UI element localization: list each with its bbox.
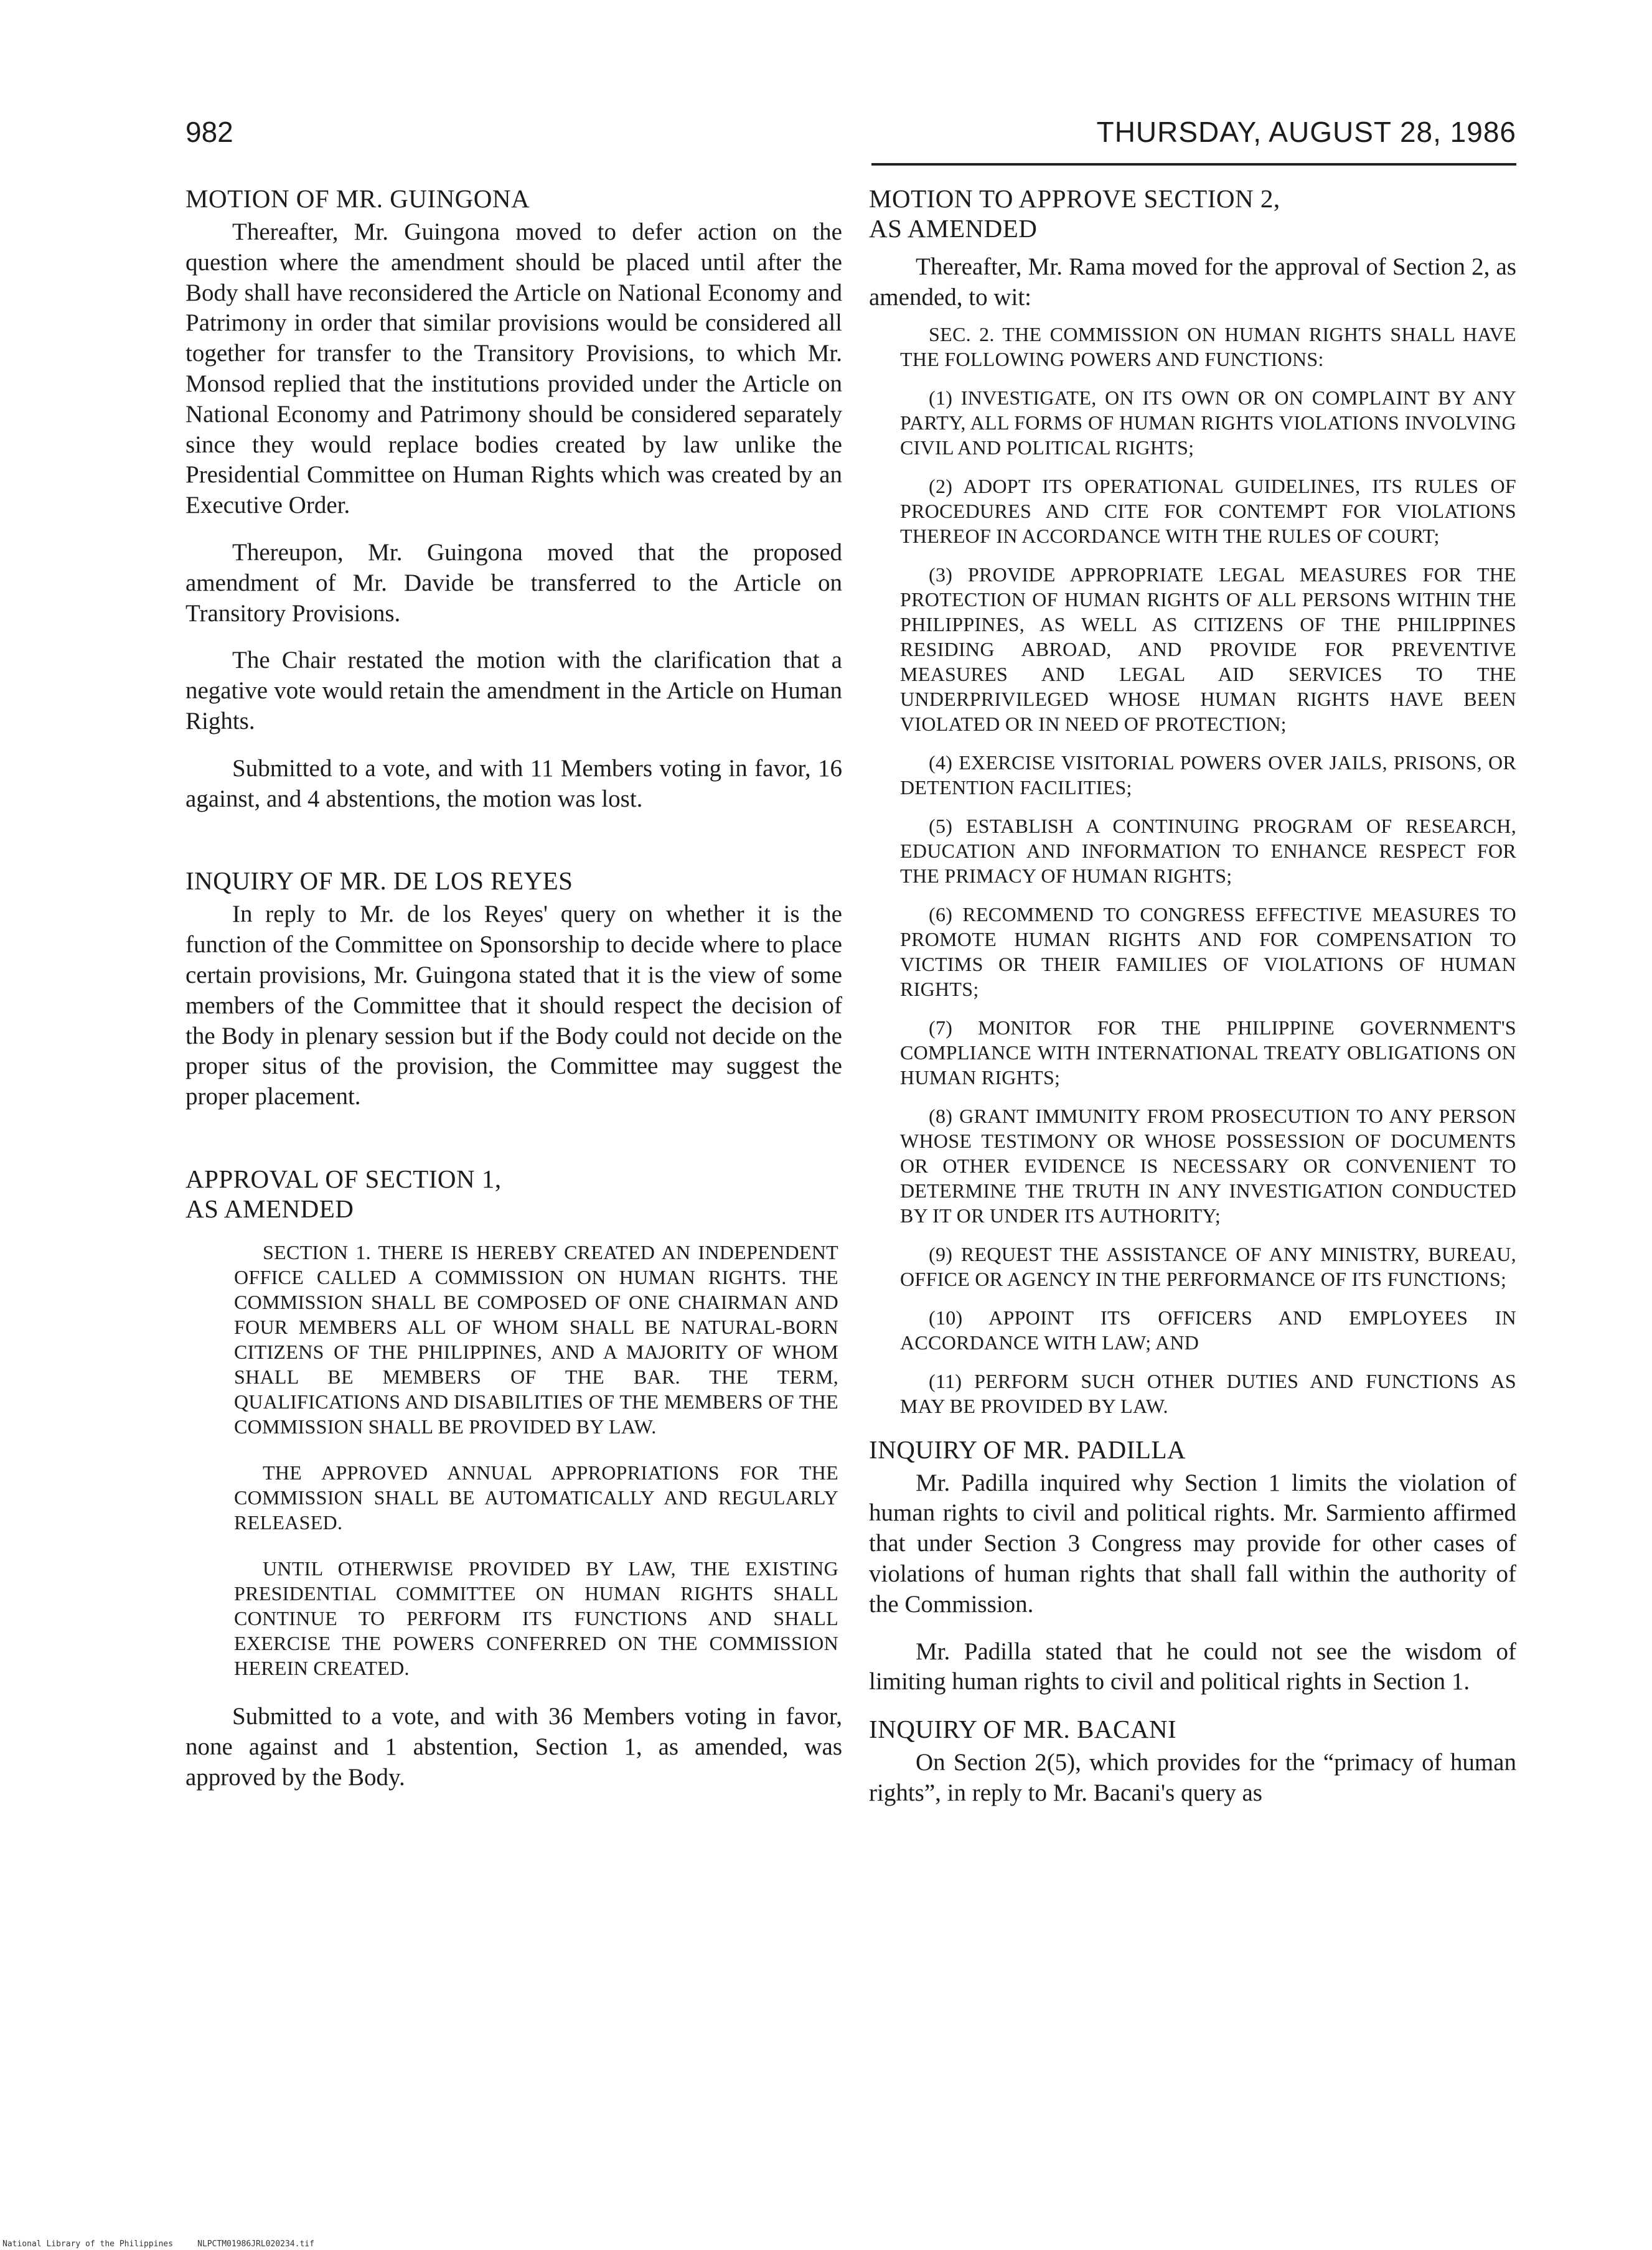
paragraph: In reply to Mr. de los Reyes' query on whether it is the function of the Committee on Sponsorship to decide where to place certain provisions, Mr. Guingona stated that it is the view of some members of the Committee that it should respect the decision of the Body in plenary session but if the Body could not decide on the proper situs of the provision, the Committee may suggest the proper placement.: [185, 901, 842, 1110]
section-2-item: (8) GRANT IMMUNITY FROM PROSECUTION TO ANY PERSON WHOSE TESTIMONY OR WHOSE POSSESSION OF DOCUMENTS OR OTHER EVIDENCE IS NECESSARY OR CONVENIENT TO DETERMINE THE TRUTH IN ANY INVESTIGATION CONDUCTED BY IT OR UNDER ITS AUTHORITY;: [900, 1104, 1516, 1227]
paragraph: Thereafter, Mr. Guingona moved to defer action on the question where the amendment should be placed until after the Body shall have reconsidered the Article on National Economy and Patrimony in order that similar provisions would be considered all together for transfer to the Transitory Provisions, to which Mr. Monsod replied that the institutions provided under the Article on National Economy and Patrimony should be considered separately since they would replace bodies created by law unlike the Presidential Committee on Human Rights which was created by an Executive Order.: [185, 218, 842, 519]
heading-motion-approve-section-2: MOTION TO APPROVE SECTION 2,: [869, 184, 1280, 213]
heading-inquiry-de-los-reyes: INQUIRY OF MR. DE LOS REYES: [185, 866, 573, 896]
section-2-item: (3) PROVIDE APPROPRIATE LEGAL MEASURES FOR THE PROTECTION OF HUMAN RIGHTS OF ALL PERSONS WITHIN THE PHILIPPINES, AS WELL AS CITIZENS OF THE PHILIPPINES RESIDING ABROAD, AND PROVIDE FOR PREVENTIVE MEASURES AND LEGAL AID SERVICES TO THE UNDERPRIVILEGED WHOSE HUMAN RIGHTS HAVE BEEN VIOLATED OR IN NEED OF PROTECTION;: [900, 563, 1516, 735]
scan-footer: [2, 2239, 314, 2249]
paragraph: Thereupon, Mr. Guingona moved that the proposed amendment of Mr. Davide be transferred to the Article on Transitory Provisions.: [185, 538, 842, 627]
heading-approval-section-1: APPROVAL OF SECTION 1,: [185, 1164, 502, 1193]
footer-file: NLPCTM01986JRL020234.tif: [197, 2239, 314, 2249]
section-2-item: (5) ESTABLISH A CONTINUING PROGRAM OF RESEARCH, EDUCATION AND INFORMATION TO ENHANCE RESPECT FOR THE PRIMACY OF HUMAN RIGHTS;: [900, 814, 1516, 887]
spacer: [185, 1129, 842, 1164]
section-1-text: SECTION 1. THERE IS HEREBY CREATED AN INDEPENDENT OFFICE CALLED A COMMISSION ON HUMAN RIGHTS. THE COMMISSION SHALL BE COMPOSED OF ONE CHAIRMAN AND FOUR MEMBERS ALL OF WHOM SHALL BE NATURAL-BORN CITIZENS OF THE PHILIPPINES, AND A MAJORITY OF WHOM SHALL BE MEMBERS OF THE BAR. THE TERM, QUALIFICATIONS AND DISABILITIES OF THE MEMBERS OF THE COMMISSION SHALL BE PROVIDED BY LAW.: [234, 1240, 838, 1438]
section-1-transitory: UNTIL OTHERWISE PROVIDED BY LAW, THE EXISTING PRESIDENTIAL COMMITTEE ON HUMAN RIGHTS SHALL CONTINUE TO PERFORM ITS FUNCTIONS AND SHALL EXERCISE THE POWERS CONFERRED ON THE COMMISSION HEREIN CREATED.: [234, 1557, 838, 1679]
paragraph: On Section 2(5), which provides for the “primacy of human rights”, in reply to Mr. Bacani's query as: [869, 1749, 1516, 1806]
paragraph: Submitted to a vote, and with 36 Members voting in favor, none against and 1 abstention, Section 1, as amended, was approved by the Body.: [185, 1702, 842, 1791]
left-column: [185, 184, 842, 1809]
section-2-item: (10) APPOINT ITS OFFICERS AND EMPLOYEES IN ACCORDANCE WITH LAW; AND: [900, 1306, 1516, 1354]
paragraph: Thereafter, Mr. Rama moved for the approval of Section 2, as amended, to wit:: [869, 253, 1516, 311]
page-date: THURSDAY, AUGUST 28, 1986: [1096, 116, 1516, 148]
heading-motion-guingona: MOTION OF MR. GUINGONA: [185, 184, 530, 213]
paragraph: Submitted to a vote, and with 11 Members voting in favor, 16 against, and 4 abstentions, the motion was lost.: [185, 754, 842, 812]
section-2-item: (7) MONITOR FOR THE PHILIPPINE GOVERNMENT'S COMPLIANCE WITH INTERNATIONAL TREATY OBLIGATIONS ON HUMAN RIGHTS;: [900, 1016, 1516, 1089]
section-2-item: (11) PERFORM SUCH OTHER DUTIES AND FUNCTIONS AS MAY BE PROVIDED BY LAW.: [900, 1369, 1516, 1417]
heading-inquiry-bacani: INQUIRY OF MR. BACANI: [869, 1715, 1177, 1744]
section-2-intro: SEC. 2. THE COMMISSION ON HUMAN RIGHTS SHALL HAVE THE FOLLOWING POWERS AND FUNCTIONS:: [900, 322, 1516, 370]
heading-inquiry-padilla: INQUIRY OF MR. PADILLA: [869, 1435, 1186, 1464]
heading-as-amended: AS AMENDED: [869, 214, 1038, 243]
section-2-item: (9) REQUEST THE ASSISTANCE OF ANY MINISTRY, BUREAU, OFFICE OR AGENCY IN THE PERFORMANCE OF ITS FUNCTIONS;: [900, 1242, 1516, 1290]
paragraph: Mr. Padilla stated that he could not see the wisdom of limiting human rights to civil and political rights in Section 1.: [869, 1638, 1516, 1695]
footer-library: National Library of the Philippines: [2, 2239, 173, 2249]
section-2-item: (4) EXERCISE VISITORIAL POWERS OVER JAILS, PRISONS, OR DETENTION FACILITIES;: [900, 751, 1516, 799]
right-column: [869, 184, 1516, 1826]
paragraph: Mr. Padilla inquired why Section 1 limits the violation of human rights to civil and political rights. Mr. Sarmiento affirmed that under Section 3 Congress may provide for other cases of violations of human rights that shall fall within the authority of the Commission.: [869, 1469, 1516, 1618]
spacer: [185, 831, 842, 866]
section-2-item: (1) INVESTIGATE, ON ITS OWN OR ON COMPLAINT BY ANY PARTY, ALL FORMS OF HUMAN RIGHTS VIOLATIONS INVOLVING CIVIL AND POLITICAL RIGHTS;: [900, 386, 1516, 459]
section-1-appropriations: THE APPROVED ANNUAL APPROPRIATIONS FOR THE COMMISSION SHALL BE AUTOMATICALLY AND REGULARLY RELEASED.: [234, 1461, 838, 1534]
section-2-item: (2) ADOPT ITS OPERATIONAL GUIDELINES, ITS RULES OF PROCEDURES AND CITE FOR CONTEMPT FOR VIOLATIONS THEREOF IN ACCORDANCE WITH THE RULES OF COURT;: [900, 474, 1516, 547]
page-header: [185, 115, 1516, 165]
paragraph: The Chair restated the motion with the clarification that a negative vote would retain the amendment in the Article on Human Rights.: [185, 647, 842, 734]
section-2-item: (6) RECOMMEND TO CONGRESS EFFECTIVE MEASURES TO PROMOTE HUMAN RIGHTS AND FOR COMPENSATION TO VICTIMS OR THEIR FAMILIES OF VIOLATIONS OF HUMAN RIGHTS;: [900, 902, 1516, 1000]
heading-as-amended: AS AMENDED: [185, 1194, 354, 1223]
header-rule: [871, 163, 1516, 166]
page-number: 982: [185, 116, 233, 148]
